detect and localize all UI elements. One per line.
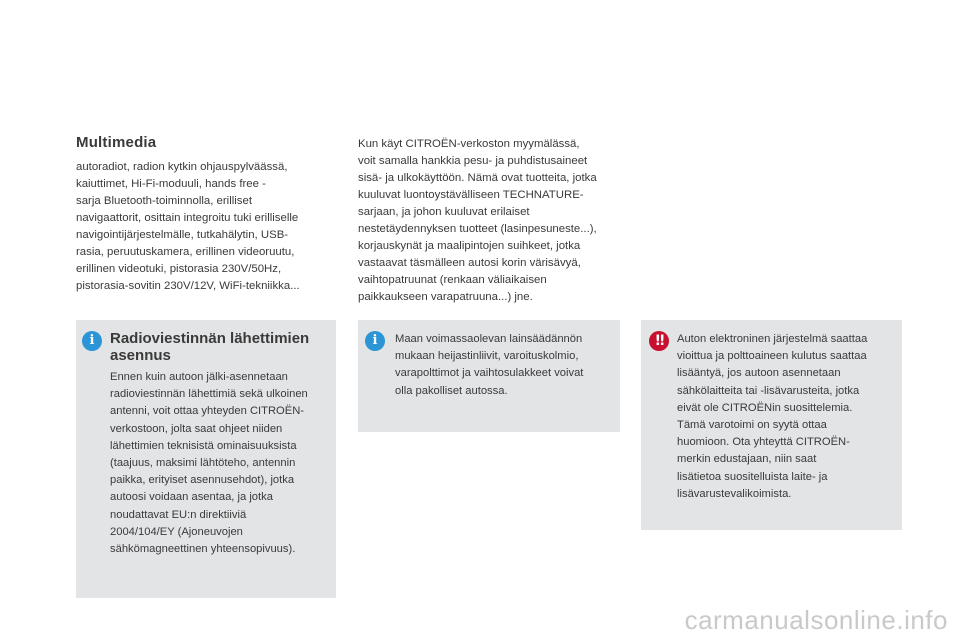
info-icon: i (82, 331, 102, 351)
radio-transmitter-text: Ennen kuin autoon jälki-asennetaan radioviestinnän lähettimiä sekä ulkoinen antenni, voit ottaa yhteyden CITROËN- verkostoon, jolta saat ohjeet niiden lähettimien teknisistä ominaisuuksista (taajuus, maksimi lähtöteho, antennin paikka, erityiset asennusehdot), jotka autoosi voidaan asentaa, ja jotka noudattavat EU:n direktiiviä 2004/104/EY (Ajoneuvojen sähkömagneettinen yhteensopivuus). (110, 371, 308, 556)
radio-transmitter-box (76, 320, 336, 598)
multimedia-section (76, 134, 336, 295)
legislation-text: Maan voimassaolevan lainsäädännön mukaan heijastinliivit, varoituskolmio, varapolttimot ja vaihtosulakkeet voivat olla pakolliset autossa. (395, 333, 584, 397)
warning-icon: !! (649, 331, 669, 351)
radio-transmitter-title: Radioviestinnän lähettimien asennus (110, 330, 310, 364)
watermark: carmanualsonline.info (684, 605, 948, 635)
warning-box (641, 320, 902, 530)
info-icon: i (365, 331, 385, 351)
warning-text: Auton elektroninen järjestelmä saattaa vioittua ja polttoaineen kulutus saattaa lisääntyä, jos autoon asennetaan sähkölaitteita tai -lisävarusteita, jotka eivät ole CITROËNin suosittelemia. Tämä varotoimi on syytä ottaa huomioon. Ota yhteyttä CITROËN- merkin edustajaan, niin saat lisätietoa suositelluista laite- ja lisävarustevalikoimista. (677, 333, 868, 500)
multimedia-title: Multimedia (76, 134, 157, 151)
citroen-network-text: Kun käyt CITROËN-verkoston myymälässä, voit samalla hankkia pesu- ja puhdistusaineet sisä- ja ulkokäyttöön. Nämä ovat tuotteita, jotka kuuluvat luontoystävälliseen TECHNATURE- sarjaan, ja johon kuuluvat erilaiset nestetäydennyksen tuotteet (lasinpesuneste...), korjauskynät ja maalipintojen suihkeet, jotka vastaavat täsmälleen autosi korin värisävyä, vaihtopatruunat (renkaan väliaikaisen paikkaukseen varapatruuna...) jne. (358, 138, 597, 303)
citroen-network-section (358, 136, 624, 306)
legislation-box (358, 320, 620, 432)
multimedia-text: autoradiot, radion kytkin ohjauspylväässä, kaiuttimet, Hi-Fi-moduuli, hands free - sarja Bluetooth-toiminnolla, erilliset navigaattorit, osittain integroitu tuki erilliselle navigointijärjestelmälle, tutkahälytin, USB- rasia, peruutuskamera, erillinen videoruutu, erillinen videotuki, pistorasia 230V/50Hz, pistorasia-sovitin 230V/12V, WiFi-tekniikka... (76, 161, 300, 292)
